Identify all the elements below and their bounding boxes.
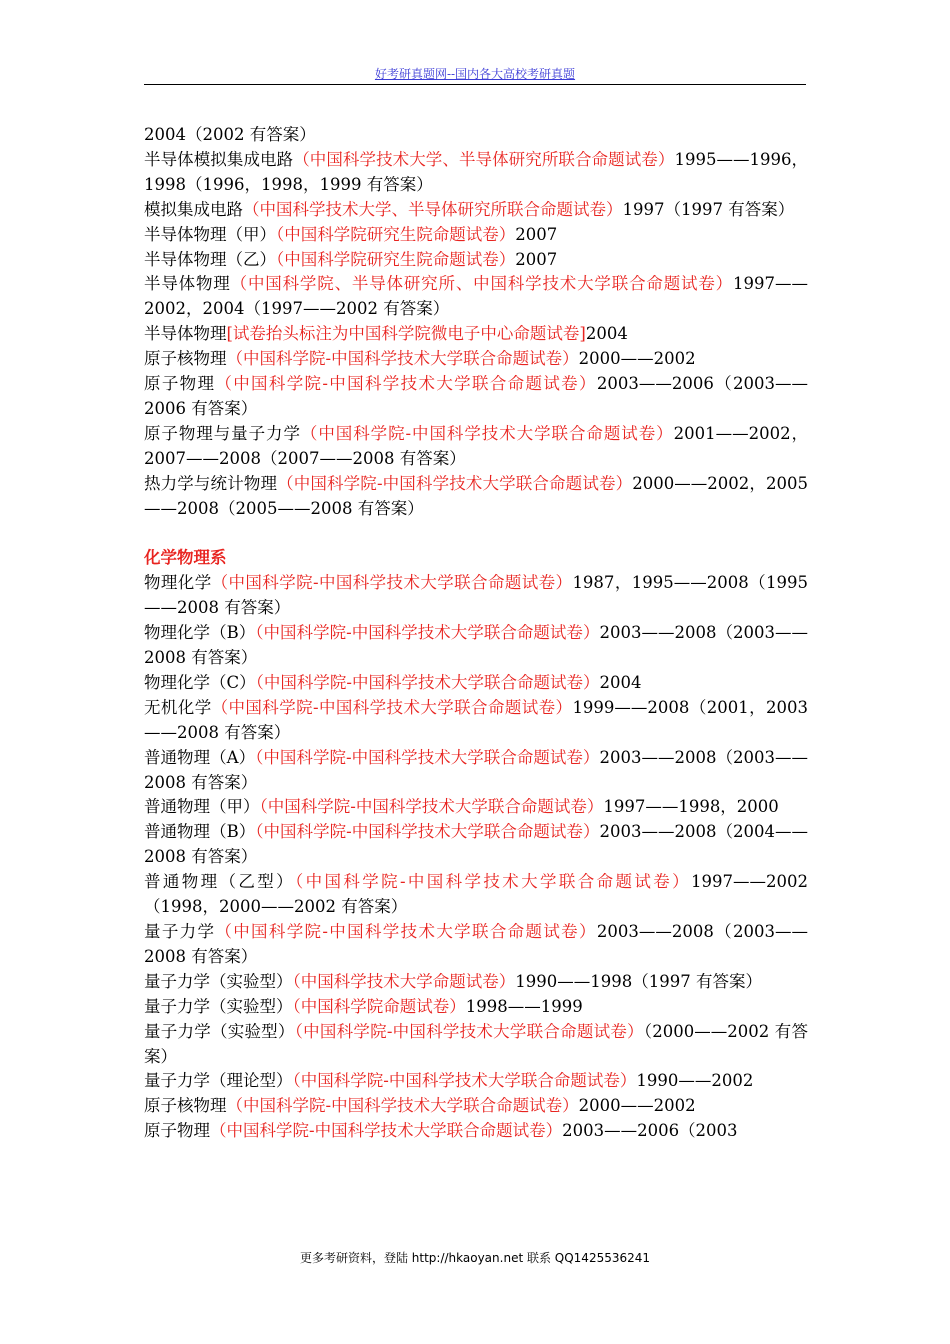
exam-entry — [144, 1119, 808, 1144]
exam-source: （中国科学院-中国科学技术大学联合命题试卷） — [210, 1121, 563, 1141]
exam-source: （中国科学院、半导体研究所、中国科学技术大学联合命题试卷） — [230, 274, 734, 294]
exam-years: 2004 — [599, 672, 642, 692]
exam-subject: 物理化学 — [144, 573, 212, 593]
exam-source: （中国科学院-中国科学技术大学联合命题试卷） — [255, 822, 600, 842]
exam-source: （中国科学院-中国科学技术大学联合命题试卷） — [255, 672, 600, 692]
exam-entry — [144, 970, 808, 995]
exam-subject: 普通物理（B） — [144, 822, 256, 842]
exam-entry — [144, 621, 808, 671]
exam-years: 2000——2002，2005——2008（2005——2008 有答案） — [144, 473, 809, 518]
exam-source: （中国科学院-中国科学技术大学联合命题试卷） — [294, 1021, 644, 1041]
exam-entry — [144, 148, 808, 198]
exam-entry — [144, 920, 808, 970]
exam-years: 2003——2008（2003——2008 有答案） — [144, 747, 808, 792]
exam-subject: 半导体物理 — [144, 324, 227, 344]
exam-entry — [144, 372, 808, 422]
exam-entry — [144, 1020, 808, 1070]
exam-subject: 原子物理与量子力学 — [144, 423, 301, 443]
exam-entry — [144, 322, 808, 347]
exam-source: （中国科学院-中国科学技术大学联合命题试卷） — [277, 473, 633, 493]
exam-subject: 原子核物理 — [144, 1096, 227, 1116]
exam-source: （中国科学技术大学、半导体研究所联合命题试卷） — [293, 149, 675, 169]
exam-years: 2003——2006（2003 — [562, 1121, 738, 1141]
exam-subject: 普通物理（甲） — [144, 797, 260, 817]
exam-subject: 量子力学（实验型） — [144, 996, 293, 1016]
section-list-2 — [144, 571, 808, 1144]
exam-subject: 普通物理（乙型） — [144, 872, 295, 892]
exam-years: 2003——2008（2004——2008 有答案） — [144, 822, 808, 867]
document-body — [144, 123, 808, 1144]
exam-source: （中国科学院-中国科学技术大学联合命题试卷） — [294, 872, 692, 892]
exam-years: 2000——2002 — [578, 1096, 696, 1116]
exam-subject: 普通物理（A） — [144, 747, 256, 767]
header-divider — [144, 84, 806, 85]
exam-entry — [144, 571, 808, 621]
exam-entry — [144, 995, 808, 1020]
exam-source: （中国科学技术大学、半导体研究所联合命题试卷） — [243, 199, 623, 219]
exam-source: （中国科学院命题试卷） — [292, 996, 466, 1016]
exam-entry — [144, 820, 808, 870]
exam-entry — [144, 223, 808, 248]
exam-subject: 无机化学 — [144, 697, 212, 717]
exam-entry — [144, 198, 808, 223]
exam-subject: 热力学与统计物理 — [144, 473, 278, 493]
exam-source: （中国科学院-中国科学技术大学联合命题试卷） — [215, 374, 597, 394]
exam-years: 1998——1999 — [465, 996, 583, 1016]
exam-years: 2001——2002，2007——2008（2007——2008 有答案） — [144, 423, 809, 468]
exam-entry — [144, 696, 808, 746]
exam-entry — [144, 347, 808, 372]
section-heading: 化学物理系 — [144, 548, 227, 568]
exam-years: 2000——2002 — [578, 349, 696, 369]
exam-years: 1987，1995——2008（1995——2008 有答案） — [144, 573, 808, 618]
exam-years: 1990——1998（1997 有答案） — [515, 971, 762, 991]
exam-years: 2007 — [515, 249, 558, 269]
exam-entry — [144, 1094, 808, 1119]
exam-subject: 量子力学 — [144, 921, 216, 941]
exam-entry — [144, 472, 808, 522]
exam-subject: 原子核物理 — [144, 349, 227, 369]
exam-subject: 半导体模拟集成电路 — [144, 149, 294, 169]
exam-years: 2003——2008（2003——2008 有答案） — [144, 921, 809, 966]
exam-subject: 半导体物理（甲） — [144, 224, 276, 244]
exam-years: 1997——2002，2004（1997——2002 有答案） — [144, 274, 809, 319]
exam-subject: 半导体物理 — [144, 274, 231, 294]
exam-entry — [144, 248, 808, 273]
exam-source: （中国科学院研究生院命题试卷） — [276, 224, 516, 244]
exam-entry — [144, 671, 808, 696]
exam-years: 2003——2006（2003——2006 有答案） — [144, 374, 809, 418]
exam-source: （中国科学院-中国科学技术大学联合命题试卷） — [215, 921, 597, 941]
exam-entry — [144, 795, 808, 820]
exam-source: （中国科学院-中国科学技术大学联合命题试卷） — [292, 1071, 637, 1091]
exam-subject: 2004（2002 有答案） — [144, 125, 316, 144]
exam-years: 2007 — [515, 224, 558, 244]
exam-source: [试卷抬头标注为中国科学院微电子中心命题试卷] — [226, 324, 586, 344]
section-list-1 — [144, 123, 808, 522]
exam-subject: 量子力学（实验型） — [144, 1021, 295, 1041]
exam-source: （中国科学院-中国科学技术大学联合命题试卷） — [226, 1096, 579, 1116]
exam-entry — [144, 272, 808, 322]
exam-years: （2000——2002 有答案） — [144, 1021, 808, 1066]
exam-subject: 原子物理 — [144, 374, 216, 394]
exam-source: （中国科学院-中国科学技术大学联合命题试卷） — [226, 349, 579, 369]
exam-years: 1995——1996，1998（1996，1998，1999 有答案） — [144, 149, 809, 194]
exam-subject: 原子物理 — [144, 1121, 210, 1141]
exam-entry — [144, 870, 808, 920]
exam-subject: 半导体物理（乙） — [144, 249, 276, 269]
page-footer: 更多考研资料，登陆 http://hkaoyan.net 联系 QQ1425536241 — [299, 1251, 651, 1265]
exam-subject: 量子力学（理论型） — [144, 1071, 293, 1091]
exam-source: （中国科学院-中国科学技术大学联合命题试卷） — [255, 623, 600, 643]
exam-source: （中国科学技术大学命题试卷） — [292, 971, 516, 991]
exam-entry — [144, 422, 808, 472]
exam-entry — [144, 746, 808, 796]
exam-entry — [144, 1069, 808, 1094]
page-header — [144, 66, 806, 82]
exam-entry — [144, 123, 808, 148]
exam-source: （中国科学院-中国科学技术大学联合命题试卷） — [259, 797, 604, 817]
header-site-link[interactable]: 好考研真题网--国内各大高校考研真题 — [374, 67, 576, 81]
exam-subject: 物理化学（C） — [144, 672, 256, 692]
exam-source: （中国科学院研究生院命题试卷） — [276, 249, 516, 269]
exam-years: 2004 — [585, 324, 628, 344]
exam-years: 1997（1997 有答案） — [622, 199, 795, 219]
exam-years: 1990——2002 — [636, 1071, 754, 1091]
exam-years: 2003——2008（2003——2008 有答案） — [144, 623, 808, 668]
exam-years: 1999——2008（2001，2003——2008 有答案） — [144, 697, 808, 742]
exam-source: （中国科学院-中国科学技术大学联合命题试卷） — [255, 747, 600, 767]
exam-subject: 量子力学（实验型） — [144, 971, 293, 991]
exam-source: （中国科学院-中国科学技术大学联合命题试卷） — [211, 697, 573, 717]
exam-years: 1997——1998，2000 — [603, 797, 779, 817]
exam-source: （中国科学院-中国科学技术大学联合命题试卷） — [300, 423, 674, 443]
exam-years: 1997——2002（1998，2000——2002 有答案） — [144, 872, 808, 917]
exam-subject: 模拟集成电路 — [144, 199, 243, 219]
exam-subject: 物理化学（B） — [144, 623, 256, 643]
exam-source: （中国科学院-中国科学技术大学联合命题试卷） — [211, 573, 573, 593]
